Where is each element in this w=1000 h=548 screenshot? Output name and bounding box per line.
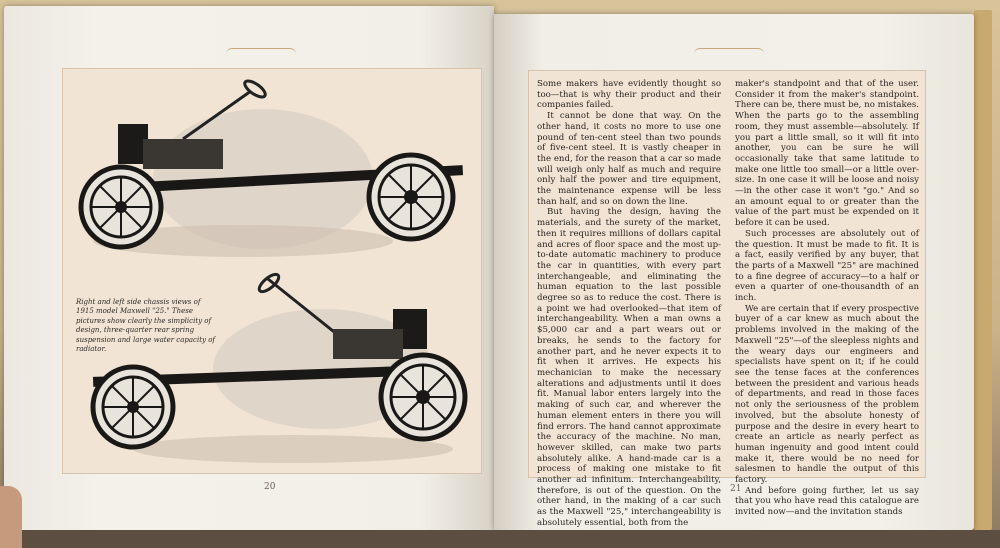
left-page-number: 20 bbox=[264, 482, 276, 492]
right-page-number: 21 bbox=[730, 484, 742, 494]
paragraph: And before going further, let us say that you who have read this catalogue are invited now—and the invitation stands bbox=[735, 485, 919, 518]
paragraph: Such processes are absolutely out of the question. It must be made to fit. It is a fact, easily verified by any buyer, that the parts of a Maxwell "25" are machined to a fine degree of accuracy—to a half or even a quarter of one-thousandth of an inch. bbox=[735, 228, 919, 304]
chassis-photo-plate bbox=[62, 68, 482, 474]
book-cover-edge bbox=[974, 10, 992, 530]
paragraph: Some makers have evidently thought so too—that is why their product and their companies failed. bbox=[537, 79, 721, 111]
text-column-right bbox=[735, 79, 919, 518]
page-ornament bbox=[226, 48, 296, 55]
paragraph: It cannot be done that way. On the other hand, it costs no more to use one pound of ten-cent steel than two pounds of five-cent steel. It is vastly cheaper in the end, for the reason that a car so made will weigh only half as much and require only half the power and tire equipment, the maintenance expense will be less than half, and so on down the line. bbox=[537, 111, 721, 207]
paragraph: But having the design, having the materials, and the surety of the market, then it requires millions of dollars capital and acres of floor space and the most up-to-date automatic machinery to produce the car in quantities, with every part interchangeable, and eliminating the human equation to the last possible degree so as to reduce the cost. There is a point we had overlooked—that item of interchangeability. When a man owns a $5,000 car and a part wears out or breaks, he sends to the factory for another part, and he never expects it to fit when it arrives. He expects his mechanician to make the necessary alterations and adjustments until it does fit. Manual labor enters largely into the making of such car, and wherever the human element enters in there you will find errors. The hand cannot approximate the accuracy of the machine. No man, however skilled, can make two parts absolutely alike. A hand-made car is a process of making one mistake to fit another ad infinitum. Interchangeability, therefore, is out of the question. On the other hand, in the making of a car such as the Maxwell "25," interchangeability is absolutely essential, both from the bbox=[537, 207, 721, 528]
chassis-photo-right-side bbox=[63, 69, 481, 279]
photo-caption: Right and left side chassis views of 1915 model Maxwell "25." These pictures show clearly the simplicity of design, three-quarter rear spring suspension and large water capacity of radiator. bbox=[76, 298, 215, 354]
paragraph: maker's standpoint and that of the user. Consider it from the maker's standpoint. There can be, there must be, no mistakes. When the parts go to the assembling room, they must assemble—absolutely. If you part a little small, so it will fit into another, you can be sure he will occasionally take that same latitude to make one little too small—or a little over-size. In one case it will be loose and noisy—in the other case it won't "go." And so an amount equal to or greater than the value of the part must be expended on it before it can be used. bbox=[735, 79, 919, 229]
thumb bbox=[0, 486, 22, 548]
paragraph: We are certain that if every prospective buyer of a car knew as much about the problems involved in the making of the Maxwell "25"—of the sleepless nights and the weary days our engineers and specialists have spent on it; if he could see the tense faces at the conferences between the president and various heads of departments, and read in those faces not only the seriousness of the problem involved, but the absolute honesty of purpose and the desire in every heart to create an article as nearly perfect as human ingenuity and good intent could make it, there would be no need for salesmen to handle the output of this factory. bbox=[735, 303, 919, 486]
page-ornament bbox=[694, 48, 764, 55]
table-edge-shadow bbox=[0, 530, 1000, 548]
text-column-left bbox=[537, 79, 721, 529]
